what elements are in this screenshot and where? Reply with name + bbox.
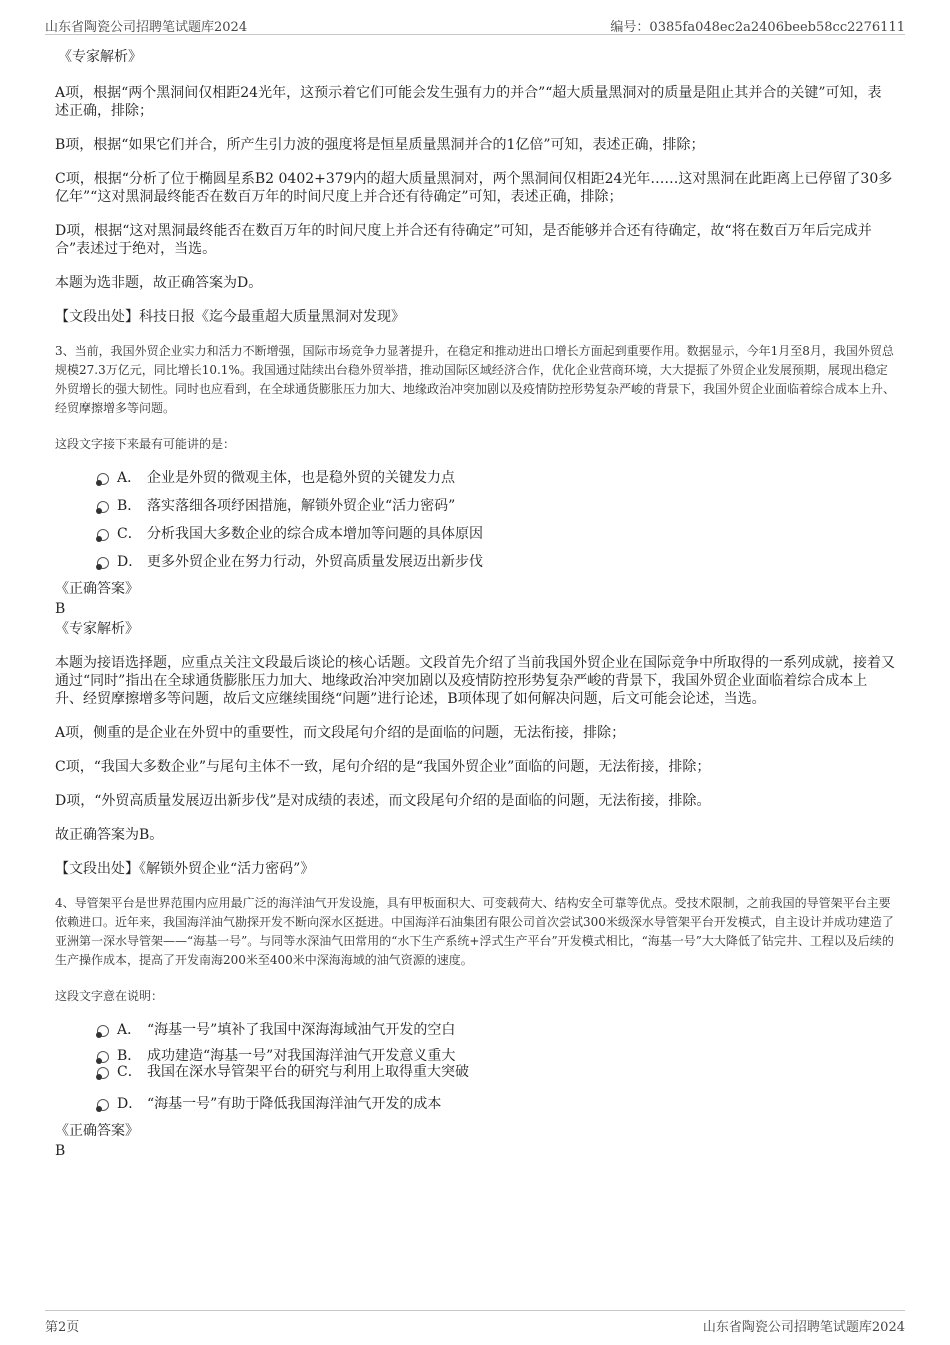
option-a[interactable] <box>55 1020 895 1046</box>
options-list <box>55 1020 895 1122</box>
radio-icon[interactable] <box>97 501 109 513</box>
option-text: 我国在深水导管架平台的研究与利用上取得重大突破 <box>147 1064 469 1080</box>
analysis-paragraph: 本题为接语选择题，应重点关注文段最后谈论的核心话题。文段首先介绍了当前我国外贸企业在国际竞争中所取得的一系列成就，接着又通过“同时”指出在全球通货膨胀压力加大、地缘政治冲突加剧以及疫情防控形势复杂严峻的背景下，我国外贸企业面临着综合成本上升、经贸摩擦增多等问题，故后文应继续围绕“问题”进行论述，B项体现了如何解决问题，后文可能会论述，当选。 <box>55 655 895 707</box>
question-prompt: 这段文字意在说明： <box>55 989 164 1003</box>
question-passage: 4、导管架平台是世界范围内应用最广泛的海洋油气开发设施，具有甲板面积大、可变载荷大、结构安全可靠等优点。受技术限制，之前我国的导管架平台主要依赖进口。近年来，我国海洋油气勘探开发不断向深水区挺进。中国海洋石油集团有限公司首次尝试300米级深水导管架平台开发模式，自主设计并成功建造了亚洲第一深水导管架——“海基一号”。与同等水深油气田常用的“水下生产系统+浮式生产平台”开发模式相比，“海基一号”大大降低了钻完井、工程以及后续的生产操作成本，提高了开发南海200米至400米中深海海域的油气资源的速度。 <box>55 896 894 967</box>
expert-analysis-label: 《专家解析》 <box>58 49 142 65</box>
source-citation: 【文段出处】科技日报《迄今最重超大质量黑洞对发现》 <box>55 309 405 325</box>
radio-icon[interactable] <box>97 529 109 541</box>
radio-icon[interactable] <box>97 1025 109 1037</box>
correct-answer-label: 《正确答案》 <box>55 1123 139 1139</box>
analysis-paragraph: D项，“外贸高质量发展迈出新步伐”是对成绩的表述，而文段尾句介绍的是面临的问题，无法衔接，排除。 <box>55 793 711 809</box>
page-footer <box>45 1310 905 1335</box>
option-a[interactable] <box>55 468 895 496</box>
option-d[interactable] <box>55 552 895 580</box>
option-text: 更多外贸企业在努力行动，外贸高质量发展迈出新步伐 <box>147 554 483 570</box>
option-letter: A． <box>117 1022 142 1038</box>
option-letter: D． <box>117 1096 143 1112</box>
option-text: 企业是外贸的微观主体，也是稳外贸的关键发力点 <box>147 470 455 486</box>
option-b[interactable] <box>55 1046 895 1062</box>
question-prompt: 这段文字接下来最有可能讲的是： <box>55 437 236 451</box>
correct-answer-label: 《正确答案》 <box>55 581 139 597</box>
correct-answer: B <box>55 1143 66 1159</box>
footer-title: 山东省陶瓷公司招聘笔试题库2024 <box>702 1320 905 1335</box>
analysis-paragraph: A项，根据“两个黑洞间仅相距24光年，这预示着它们可能会发生强有力的并合”“超大质量黑洞对的质量是阻止其并合的关键”可知，表述正确，排除； <box>55 85 882 119</box>
option-b[interactable] <box>55 496 895 524</box>
answer-conclusion: 故正确答案为B。 <box>55 827 164 843</box>
option-letter: B． <box>117 1048 142 1064</box>
correct-answer: B <box>55 601 66 617</box>
radio-icon[interactable] <box>97 557 109 569</box>
analysis-paragraph: A项，侧重的是企业在外贸中的重要性，而文段尾句介绍的是面临的问题，无法衔接，排除； <box>55 725 626 741</box>
analysis-paragraph: C项，根据“分析了位于椭圆星系B2 0402+379内的超大质量黑洞对，两个黑洞间仅相距24光年……这对黑洞在此距离上已停留了30多亿年”“这对黑洞最终能否在数百万年的时间尺度上并合还有待确定”可知，表述正确，排除； <box>55 171 893 205</box>
page-number: 第2页 <box>45 1320 80 1335</box>
page-header <box>45 14 905 35</box>
option-text: “海基一号”填补了我国中深海海域油气开发的空白 <box>147 1022 456 1038</box>
option-d[interactable] <box>55 1094 895 1122</box>
question-passage: 3、当前，我国外贸企业实力和活力不断增强，国际市场竞争力显著提升，在稳定和推动进出口增长方面起到重要作用。数据显示，今年1月至8月，我国外贸总规模27.3万亿元，同比增长10.1%。我国通过陆续出台稳外贸举措，推动国际区域经济合作，优化企业营商环境，大大提振了外贸企业发展预期，展现出稳定外贸增长的强大韧性。同时也应看到，在全球通货膨胀压力加大、地缘政治冲突加剧以及疫情防控形势复杂严峻的背景下，我国外贸企业面临着综合成本上升、经贸摩擦增多等问题。 <box>55 344 896 415</box>
option-text: 分析我国大多数企业的综合成本增加等问题的具体原因 <box>147 526 483 542</box>
option-letter: A． <box>117 470 142 486</box>
option-letter: C． <box>117 526 142 542</box>
radio-icon[interactable] <box>97 1067 109 1079</box>
page-content <box>55 44 895 1160</box>
option-c[interactable] <box>55 1062 895 1094</box>
header-title: 山东省陶瓷公司招聘笔试题库2024 <box>45 20 248 35</box>
option-letter: C． <box>117 1064 142 1080</box>
header-code: 编号：0385fa048ec2a2406beeb58cc2276111 <box>610 20 905 35</box>
option-letter: D． <box>117 554 143 570</box>
radio-icon[interactable] <box>97 1099 109 1111</box>
expert-analysis-label: 《专家解析》 <box>55 621 139 637</box>
source-citation: 【文段出处】《解锁外贸企业“活力密码”》 <box>55 861 315 877</box>
option-c[interactable] <box>55 524 895 552</box>
analysis-paragraph: B项，根据“如果它们并合，所产生引力波的强度将是恒星质量黑洞并合的1亿倍”可知，表述正确，排除； <box>55 137 705 153</box>
option-letter: B． <box>117 498 142 514</box>
analysis-paragraph: C项，“我国大多数企业”与尾句主体不一致，尾句介绍的是“我国外贸企业”面临的问题，无法衔接，排除； <box>55 759 711 775</box>
radio-icon[interactable] <box>97 473 109 485</box>
analysis-paragraph: D项，根据“这对黑洞最终能否在数百万年的时间尺度上并合还有待确定”可知，是否能够并合还有待确定，故“将在数百万年后完成并合”表述过于绝对，当选。 <box>55 223 872 257</box>
option-text: 成功建造“海基一号”对我国海洋油气开发意义重大 <box>147 1048 456 1064</box>
answer-conclusion: 本题为选非题，故正确答案为D。 <box>55 275 263 291</box>
option-text: 落实落细各项纾困措施，解锁外贸企业“活力密码” <box>147 498 456 514</box>
option-text: “海基一号”有助于降低我国海洋油气开发的成本 <box>147 1096 442 1112</box>
options-list <box>55 468 895 580</box>
